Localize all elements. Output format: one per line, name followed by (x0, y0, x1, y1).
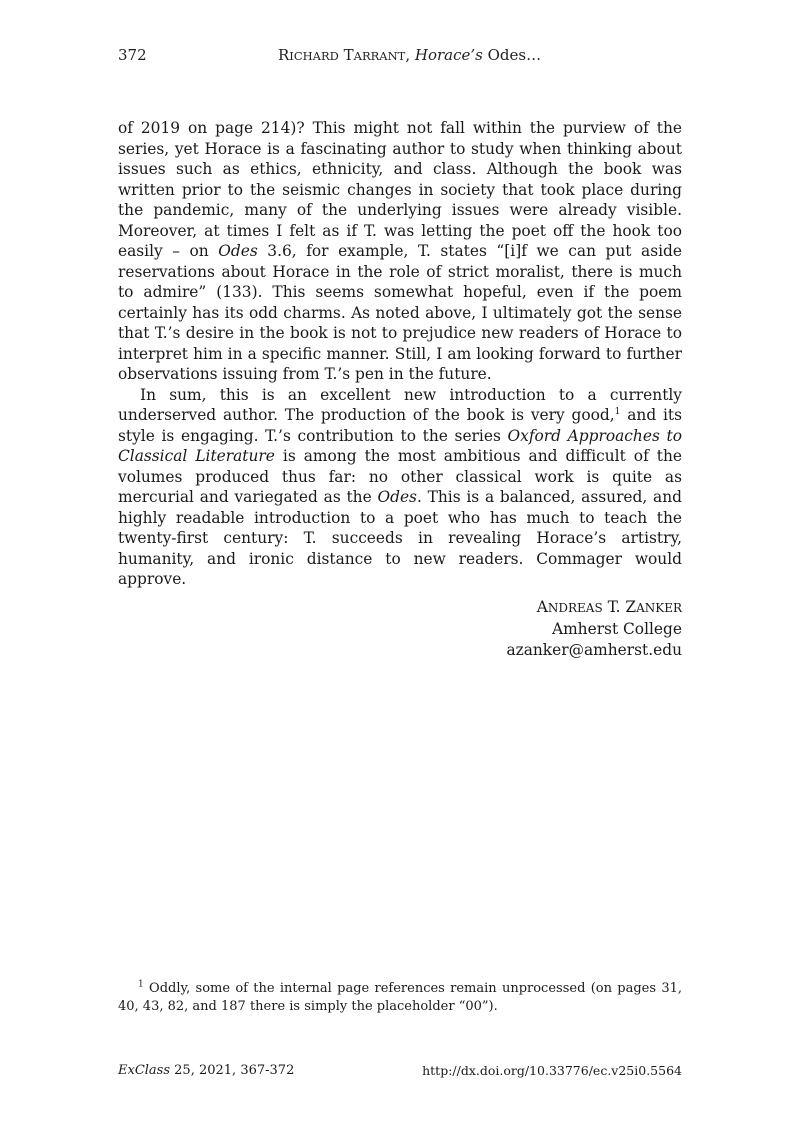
p2-text-b: and its style is engaging. T.’s contribution to the series (118, 406, 682, 445)
p2-text-d: . This is a balanced, assured, and highly readable introduction to a poet who has much to teach the twenty-first century: T. succeeds in revealing Horace’s artistry, humanity, and ironic distance to new readers. Commager would approve. (118, 488, 682, 588)
p1-odes-italic: Odes (218, 242, 258, 260)
author-first-initial: R (278, 46, 290, 64)
running-title (278, 46, 541, 64)
journal-citation (118, 1063, 294, 1078)
p2-text-a: In sum, this is an excellent new introduction to a currently underserved author. The production of the book is very good, (118, 385, 682, 424)
journal-name: ExClass (118, 1063, 171, 1078)
page-number: 372 (118, 46, 147, 64)
author-first-rest: ICHARD (289, 49, 339, 63)
paragraph-1 (118, 118, 682, 385)
p1-text-a: of 2019 on page 214)? This might not fall within the purview of the series, yet Horace is a fascinating author to study when thinking about issues such as ethics, ethnicity, and class. Although the book was written prior to the seismic changes in society that took place during the pandemic, many of the underlying issues were already visible. Moreover, at times I felt as if T. was letting the poet off the hook too easily – on (118, 119, 682, 260)
reviewer-signoff (506, 597, 682, 661)
header-title-rest: Odes… (482, 46, 542, 64)
journal-volume: 25, 2021, 367-372 (170, 1063, 295, 1078)
footnote-ref[interactable]: 1 (614, 406, 621, 417)
paragraph-2 (118, 385, 682, 590)
reviewer-first-initial: A (536, 598, 548, 616)
main-body (118, 118, 682, 590)
reviewer-last-rest: ANKER (636, 601, 682, 615)
p2-odes-italic: Odes (377, 488, 417, 506)
reviewer-email[interactable]: azanker@amherst.edu (506, 641, 682, 659)
p1-text-b: 3.6, for example, T. states “[i]f we can put aside reservations about Horace in the role of strict moralist, there is much to admire” (133). This seems somewhat hopeful, even if the poem certainly has its odd charms. As noted above, I ultimately got the sense that T.’s desire in the book is not to prejudice new readers of Horace to interpret him in a specific manner. Still, I am looking forward to further observations issuing from T.’s pen in the future. (118, 242, 682, 383)
footnote-number: 1 (138, 979, 144, 990)
p2-text-c: is among the most ambitious and difficult of the volumes produced thus far: no other classical work is quite as mercurial and variegated as the (118, 447, 683, 506)
author-last-rest: ARRANT (353, 49, 406, 63)
doi-link[interactable]: http://dx.doi.org/10.33776/ec.v25i0.5564 (422, 1063, 682, 1078)
footnote-text: Oddly, some of the internal page references remain unprocessed (on pages 31, 40, 43, 82, and 187 there is simply the placeholder “00”). (118, 981, 682, 1014)
reviewer-name (506, 597, 682, 619)
reviewer-first-rest: NDREAS (547, 601, 603, 615)
header-separator: , (405, 46, 415, 64)
author-last-initial: T (343, 46, 354, 64)
reviewer-affiliation: Amherst College (551, 620, 682, 638)
header-title-italic: Horace’s (414, 46, 483, 64)
reviewer-last-initial: Z (625, 598, 637, 616)
reviewer-middle: T. (602, 598, 626, 616)
p2-series-italic: Oxford Approaches to Classical Literature (118, 426, 682, 465)
footnote (118, 980, 682, 1016)
